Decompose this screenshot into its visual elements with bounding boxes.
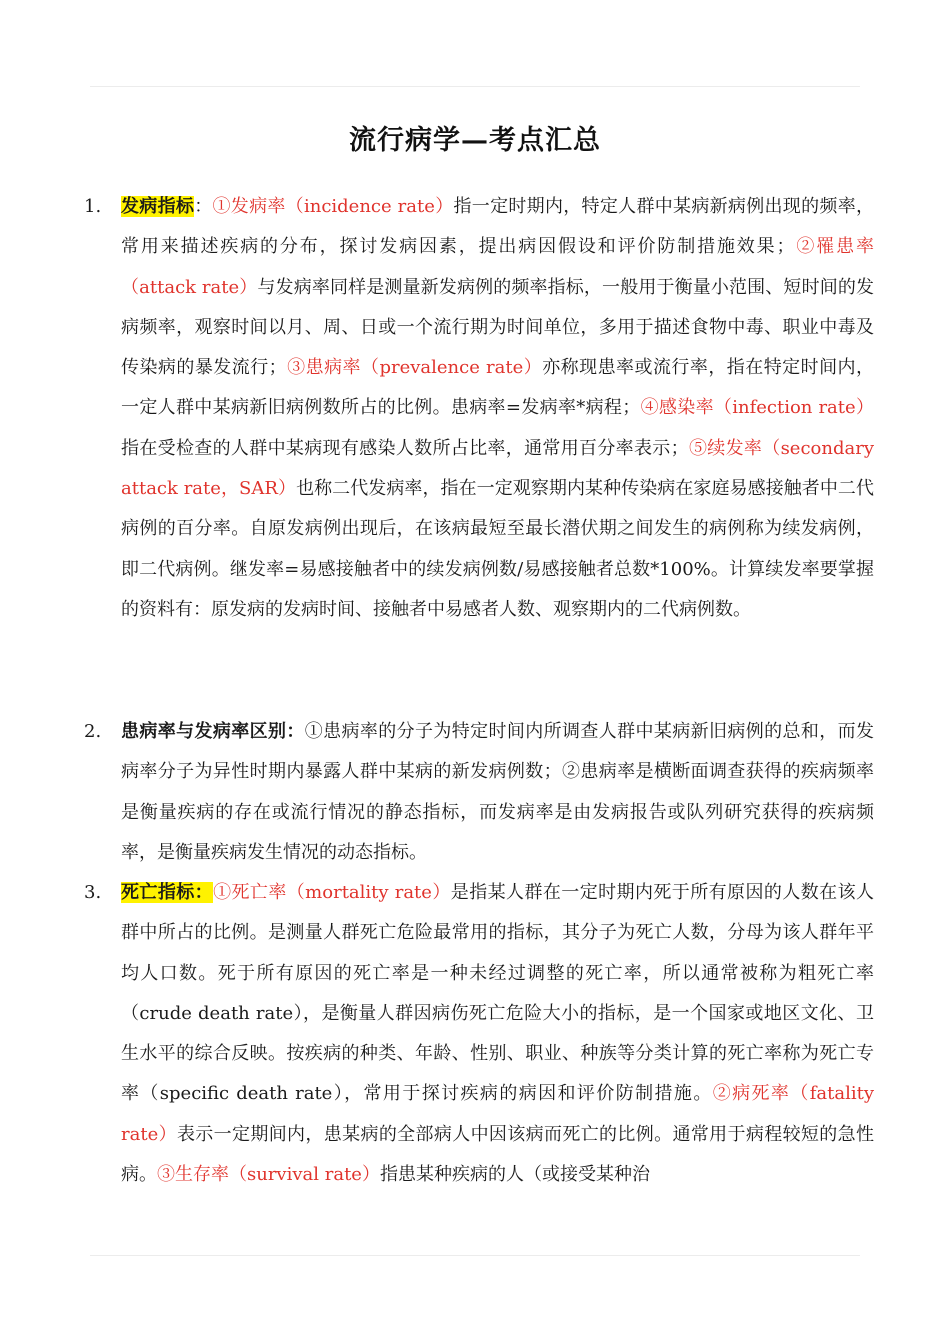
term-highlight: ③患病率（prevalence rate） — [286, 357, 543, 379]
term-highlight: ②罹患率（attack rate） — [121, 236, 875, 298]
term-highlight: ②病死率（fatality rate） — [121, 1083, 875, 1145]
bottom-divider — [90, 1255, 860, 1256]
body-text: 指在受检查的人群中某病现有感染人数所占比率，通常用百分率表示； — [121, 437, 689, 459]
body-text: 与发病率同样是测量新发病例的频率指标，一般用于衡量小范围、短时间的发病频率，观察时间以月、周、日或一个流行期为时间单位，多用于描述食物中毒、职业中毒及传染病的暴发流行； — [121, 276, 874, 379]
highlighted-heading: 死亡指标： — [121, 882, 214, 903]
term-highlight: ④感染率（infection rate） — [640, 397, 874, 419]
body-text: 表示一定期间内，患某病的全部病人中因该病而死亡的比例。通常用于病程较短的急性病。 — [121, 1123, 874, 1186]
item-number: 1. — [84, 196, 102, 217]
list-item-incidence-indicators — [84, 187, 874, 630]
highlighted-heading: 发病指标 — [121, 196, 195, 217]
body-text: 指患某种疾病的人（或接受某种治 — [379, 1164, 650, 1186]
body-text: ： — [194, 196, 213, 217]
body-text: 亦称现患率或流行率，指在特定时间内，一定人群中某病新旧病例数所占的比例。患病率=发病率*病程； — [121, 357, 875, 419]
list-item-prevalence-vs-incidence — [84, 712, 874, 873]
item-number: 3. — [84, 882, 102, 903]
item-number: 2. — [84, 721, 102, 742]
term-highlight: ③生存率（survival rate） — [157, 1164, 380, 1186]
term-highlight: ①死亡率（mortality rate） — [213, 882, 451, 903]
item-paragraph — [121, 187, 874, 630]
body-text: 是指某人群在一定时期内死于所有原因的人数在该人群中所占的比例。是测量人群死亡危险最常用的指标，其分子为死亡人数，分母为该人群年平均人口数。死于所有原因的死亡率是一种未经过调整的死亡率，所以通常被称为粗死亡率（crude death rate），是衡量人群因病伤死亡危险大小的指标，是一个国家或地区文化、卫生水平的综合反映。按疾病的种类、年龄、性别、职业、种族等分类计算的死亡率称为死亡专率（specific death rate），常用于探讨疾病的病因和评价防制措施。 — [121, 882, 874, 1105]
page-title: 流行病学—考点汇总 — [349, 125, 601, 156]
body-text: ①患病率的分子为特定时间内所调查人群中某病新旧病例的总和，而发病率分子为异性时期内暴露人群中某病的新发病例数；②患病率是横断面调查获得的疾病频率是衡量疾病的存在或流行情况的静态指标，而发病率是由发病报告或队列研究获得的疾病频率，是衡量疾病发生情况的动态指标。 — [121, 721, 874, 863]
item-paragraph — [121, 873, 874, 1195]
body-text: 指一定时期内，特定人群中某病新病例出现的频率，常用来描述疾病的分布，探讨发病因素，提出病因假设和评价防制措施效果； — [121, 196, 874, 258]
term-highlight: ⑤续发率（secondary attack rate，SAR） — [121, 437, 874, 500]
top-divider — [90, 86, 860, 87]
body-text: 也称二代发病率，指在一定观察期内某种传染病在家庭易感接触者中二代病例的百分率。自原发病例出现后，在该病最短至最长潜伏期之间发生的病例称为续发病例，即二代病例。继发率=易感接触者中的续发病例数/易感接触者总数*100%。计算续发率要掌握的资料有：原发病的发病时间、接触者中易感者人数、观察期内的二代病例数。 — [121, 478, 874, 620]
list-item-mortality-indicators — [84, 873, 874, 1195]
term-highlight: ①发病率（incidence rate） — [212, 196, 454, 217]
item-paragraph — [121, 712, 874, 873]
bold-heading: 患病率与发病率区别： — [121, 721, 305, 742]
